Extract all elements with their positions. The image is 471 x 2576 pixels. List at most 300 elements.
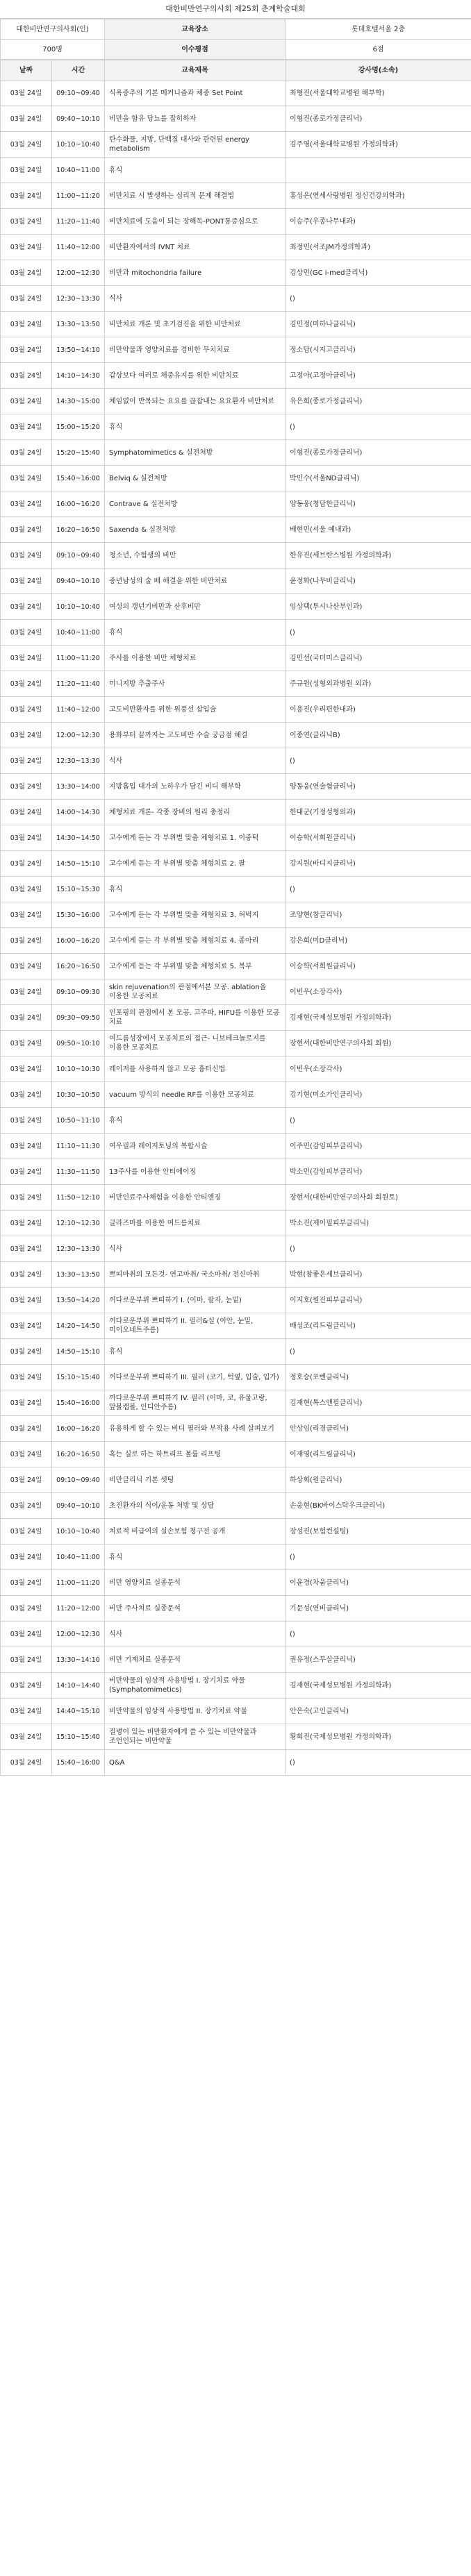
row-title: 미니지방 추출주사 xyxy=(105,671,286,697)
table-row xyxy=(1,183,471,209)
row-lecturer: () xyxy=(286,414,471,440)
row-title: 휴식 xyxy=(105,620,286,646)
table-row xyxy=(1,620,471,646)
row-date: 03월 24일 xyxy=(1,954,52,979)
row-lecturer: 안상임(리경클리닉) xyxy=(286,1416,471,1442)
row-title: 고수에게 듣는 각 부위별 맞춤 체형치료 3. 허벅지 xyxy=(105,902,286,928)
row-date: 03월 24일 xyxy=(1,697,52,723)
row-time: 11:00~11:20 xyxy=(52,183,105,209)
row-date: 03월 24일 xyxy=(1,1313,52,1339)
row-time: 13:50~14:10 xyxy=(52,337,105,363)
row-title: Symphatomimetics & 실전처방 xyxy=(105,440,286,466)
row-lecturer: 권유정(스무살클리닉) xyxy=(286,1647,471,1673)
row-title: 식사 xyxy=(105,286,286,312)
row-title: 비만약물의 임상적 사용방법 I. 장기치료 약물(Symphatomimetics) xyxy=(105,1673,286,1699)
row-title: 비만클리닉 기본 셋팅 xyxy=(105,1467,286,1493)
table-row xyxy=(1,1365,471,1390)
row-lecturer: 김민정(미하나클리닉) xyxy=(286,312,471,337)
table-row xyxy=(1,1262,471,1288)
row-title: Contrave & 실전처방 xyxy=(105,491,286,517)
table-row xyxy=(1,491,471,517)
row-date: 03월 24일 xyxy=(1,1544,52,1570)
row-time: 10:30~10:50 xyxy=(52,1082,105,1108)
table-row xyxy=(1,81,471,106)
info-row-2 xyxy=(1,40,471,60)
row-time: 15:10~15:40 xyxy=(52,1365,105,1390)
row-lecturer: () xyxy=(286,748,471,774)
row-time: 14:40~15:10 xyxy=(52,1699,105,1724)
table-row xyxy=(1,671,471,697)
table-row xyxy=(1,1673,471,1699)
row-date: 03월 24일 xyxy=(1,1673,52,1699)
row-date: 03월 24일 xyxy=(1,491,52,517)
table-row xyxy=(1,646,471,671)
row-date: 03월 24일 xyxy=(1,1519,52,1544)
row-title: Q&A xyxy=(105,1750,286,1776)
row-time: 13:30~14:10 xyxy=(52,1647,105,1673)
row-time: 11:30~11:50 xyxy=(52,1159,105,1185)
row-title: 중년남성의 술 배 해결을 위한 비만처료 xyxy=(105,569,286,594)
row-time: 09:40~10:10 xyxy=(52,1493,105,1519)
row-time: 16:20~16:50 xyxy=(52,1442,105,1467)
table-row xyxy=(1,1467,471,1493)
row-lecturer: 이형진(종로가정클리닉) xyxy=(286,440,471,466)
row-time: 15:40~16:00 xyxy=(52,466,105,491)
row-date: 03월 24일 xyxy=(1,569,52,594)
row-lecturer: 양동웅(청담한클리닉) xyxy=(286,491,471,517)
row-lecturer: 장성진(보험컨설팅) xyxy=(286,1519,471,1544)
row-date: 03월 24일 xyxy=(1,723,52,748)
row-date: 03월 24일 xyxy=(1,466,52,491)
credit-label: 이수평점 xyxy=(105,40,286,60)
row-lecturer: 장현서(대한비만연구의사회 회원) xyxy=(286,1031,471,1057)
row-title: 여성의 갱년기비만과 산후비만 xyxy=(105,594,286,620)
row-lecturer: 김민선(국더미스클리닉) xyxy=(286,646,471,671)
row-date: 03월 24일 xyxy=(1,748,52,774)
row-date: 03월 24일 xyxy=(1,1211,52,1236)
table-row xyxy=(1,748,471,774)
row-title: 고수에게 듣는 각 부위별 맞춤 체형치료 1. 이중턱 xyxy=(105,825,286,851)
row-title: 지방흡입 대가의 노하우가 담긴 비디 해부학 xyxy=(105,774,286,800)
info-table xyxy=(0,19,471,60)
row-title: Saxenda & 실전처방 xyxy=(105,517,286,543)
row-title: 비만치료에 도움이 되는 장해독-PONT통증심으로 xyxy=(105,209,286,235)
row-time: 11:40~12:00 xyxy=(52,235,105,260)
row-lecturer: 양동웅(연술협클리닉) xyxy=(286,774,471,800)
row-lecturer: 손웅현(BK바이스탁우크클리닉) xyxy=(286,1493,471,1519)
row-date: 03월 24일 xyxy=(1,1699,52,1724)
row-title: 갑상보다 여러로 체중유지를 위한 비만치료 xyxy=(105,363,286,389)
column-header-title: 교육제목 xyxy=(105,60,286,81)
row-time: 12:30~13:30 xyxy=(52,286,105,312)
attendees-value: 700명 xyxy=(1,40,105,60)
row-time: 15:40~16:00 xyxy=(52,1750,105,1776)
table-row xyxy=(1,209,471,235)
row-time: 15:40~16:00 xyxy=(52,1390,105,1416)
row-lecturer: 이용진(우리편한내과) xyxy=(286,697,471,723)
row-title: 꺼다로운부위 쁘띠하기 III. 필러 (코기, 턱옆, 입술, 입가) xyxy=(105,1365,286,1390)
table-row xyxy=(1,825,471,851)
table-row xyxy=(1,235,471,260)
row-time: 16:20~16:50 xyxy=(52,954,105,979)
table-row xyxy=(1,1031,471,1057)
row-date: 03월 24일 xyxy=(1,594,52,620)
row-lecturer: 박소진(제이필피부클리닉) xyxy=(286,1211,471,1236)
row-lecturer: 이빈우(소장각사) xyxy=(286,1057,471,1082)
row-time: 10:40~11:00 xyxy=(52,158,105,183)
table-row xyxy=(1,106,471,132)
row-title: 고도비만환자를 위한 위풍선 삽입술 xyxy=(105,697,286,723)
row-date: 03월 24일 xyxy=(1,825,52,851)
table-row xyxy=(1,389,471,414)
table-row xyxy=(1,1750,471,1776)
row-date: 03월 24일 xyxy=(1,1339,52,1365)
row-title: 주사를 이용한 비만 체형치료 xyxy=(105,646,286,671)
row-title: 비만약물과 영양치료를 겸비한 무치치료 xyxy=(105,337,286,363)
row-title: 고수에게 듣는 각 부위별 맞춤 체형치료 5. 복부 xyxy=(105,954,286,979)
table-row xyxy=(1,594,471,620)
row-date: 03월 24일 xyxy=(1,1159,52,1185)
row-lecturer: 배성조(리드림클리닉) xyxy=(286,1313,471,1339)
row-time: 12:00~12:30 xyxy=(52,723,105,748)
row-date: 03월 24일 xyxy=(1,620,52,646)
table-row xyxy=(1,1236,471,1262)
row-title: 여우필과 레이저토닝의 복합시술 xyxy=(105,1134,286,1159)
table-row xyxy=(1,1570,471,1596)
row-date: 03월 24일 xyxy=(1,1596,52,1622)
row-time: 12:00~12:30 xyxy=(52,260,105,286)
row-time: 15:00~15:20 xyxy=(52,414,105,440)
row-date: 03월 24일 xyxy=(1,1750,52,1776)
table-row xyxy=(1,1005,471,1031)
table-row xyxy=(1,440,471,466)
row-time: 11:50~12:10 xyxy=(52,1185,105,1211)
schedule-header-row xyxy=(1,60,471,81)
row-lecturer: 최정민(서조JM가정의학과) xyxy=(286,235,471,260)
row-time: 14:10~14:30 xyxy=(52,363,105,389)
row-time: 11:00~11:20 xyxy=(52,1570,105,1596)
row-time: 11:10~11:30 xyxy=(52,1134,105,1159)
row-lecturer: 김주영(서울대학교병원 가정의학과) xyxy=(286,132,471,158)
row-title: 여드름성장에서 모공치료의 접근- 니보테크놀로지를 이용한 모공치료 xyxy=(105,1031,286,1057)
table-row xyxy=(1,979,471,1005)
row-time: 13:30~13:50 xyxy=(52,312,105,337)
row-date: 03월 24일 xyxy=(1,312,52,337)
table-row xyxy=(1,1057,471,1082)
row-title: 식사 xyxy=(105,1236,286,1262)
row-title: 비만환자에서의 IVNT 치료 xyxy=(105,235,286,260)
row-date: 03월 24일 xyxy=(1,1185,52,1211)
row-lecturer: 이형진(종로가정클리닉) xyxy=(286,106,471,132)
table-row xyxy=(1,928,471,954)
table-row xyxy=(1,1288,471,1313)
row-lecturer: 김상민(GC i-med클리닉) xyxy=(286,260,471,286)
row-lecturer: 김재현(국제성모병원 가정의학과) xyxy=(286,1005,471,1031)
row-time: 09:30~09:50 xyxy=(52,1005,105,1031)
row-title: 꺼다로운부위 쁘띠하기 II. 필러&실 (이안, 눈밑, 미이오네트주름) xyxy=(105,1313,286,1339)
table-row xyxy=(1,1185,471,1211)
table-row xyxy=(1,1647,471,1673)
table-row xyxy=(1,774,471,800)
row-date: 03월 24일 xyxy=(1,1467,52,1493)
row-date: 03월 24일 xyxy=(1,1442,52,1467)
row-date: 03월 24일 xyxy=(1,902,52,928)
row-title: 쁘띠마취의 모든것- 연고마취/ 국소마취/ 전신마취 xyxy=(105,1262,286,1288)
row-lecturer: 이윤경(차움클리닉) xyxy=(286,1570,471,1596)
row-lecturer: 한대군(기정성형외과) xyxy=(286,800,471,825)
row-date: 03월 24일 xyxy=(1,646,52,671)
table-row xyxy=(1,723,471,748)
row-lecturer: 주규원(성형외과병원 외과) xyxy=(286,671,471,697)
row-time: 14:30~15:00 xyxy=(52,389,105,414)
row-lecturer: 이지호(원진피부클리닉) xyxy=(286,1288,471,1313)
row-date: 03월 24일 xyxy=(1,1057,52,1082)
row-title: 까다로운부위 쁘띠하기 IV. 필러 (이마, 코, 유물고랑, 앞볼캡볼, 인디안주름) xyxy=(105,1390,286,1416)
row-time: 14:00~14:30 xyxy=(52,800,105,825)
row-date: 03월 24일 xyxy=(1,81,52,106)
row-lecturer: () xyxy=(286,620,471,646)
row-time: 11:20~11:40 xyxy=(52,209,105,235)
row-lecturer: 조양현(참클리닉) xyxy=(286,902,471,928)
row-date: 03월 24일 xyxy=(1,132,52,158)
row-lecturer: 안은숙(고인클리닉) xyxy=(286,1699,471,1724)
table-row xyxy=(1,569,471,594)
row-time: 12:30~13:30 xyxy=(52,1236,105,1262)
table-row xyxy=(1,954,471,979)
row-time: 09:10~09:40 xyxy=(52,543,105,569)
row-title: 레이저를 사용하지 않고 모공 흉터신법 xyxy=(105,1057,286,1082)
row-lecturer: 장현서(대한비만연구의사회 회원토) xyxy=(286,1185,471,1211)
row-date: 03월 24일 xyxy=(1,1570,52,1596)
row-title: 식사 xyxy=(105,1622,286,1647)
row-time: 10:50~11:10 xyxy=(52,1108,105,1134)
table-row xyxy=(1,517,471,543)
row-title: 유용하게 할 수 있는 비디 필러와 부작용 사례 살펴보기 xyxy=(105,1416,286,1442)
row-title: 치료적 비급여의 실손보험 청구전 공개 xyxy=(105,1519,286,1544)
schedule-table xyxy=(0,60,471,1776)
row-time: 13:50~14:20 xyxy=(52,1288,105,1313)
row-title: 비만 주사치료 실종문석 xyxy=(105,1596,286,1622)
row-time: 10:10~10:40 xyxy=(52,594,105,620)
row-time: 10:40~11:00 xyxy=(52,1544,105,1570)
table-row xyxy=(1,1159,471,1185)
table-row xyxy=(1,1622,471,1647)
table-row xyxy=(1,1082,471,1108)
row-time: 09:40~10:10 xyxy=(52,569,105,594)
row-date: 03월 24일 xyxy=(1,1724,52,1750)
row-lecturer: () xyxy=(286,1622,471,1647)
row-title: 질병이 있는 비만환자에게 쓸 수 있는 비만약물과 조언인되는 비만약물 xyxy=(105,1724,286,1750)
row-date: 03월 24일 xyxy=(1,1493,52,1519)
row-lecturer: 박소민(감임피부클리닉) xyxy=(286,1159,471,1185)
row-title: 클라즈마를 이용한 여드름치료 xyxy=(105,1211,286,1236)
row-lecturer: 박민수(서울ND클리닉) xyxy=(286,466,471,491)
row-title: 비만인료주사체험을 이용한 안티엔징 xyxy=(105,1185,286,1211)
row-time: 15:20~15:40 xyxy=(52,440,105,466)
row-date: 03월 24일 xyxy=(1,183,52,209)
row-time: 14:50~15:10 xyxy=(52,851,105,877)
row-date: 03월 24일 xyxy=(1,1416,52,1442)
row-date: 03월 24일 xyxy=(1,1108,52,1134)
row-lecturer: 기문성(연비클리닉) xyxy=(286,1596,471,1622)
row-lecturer: 이재영(리드림클리닉) xyxy=(286,1442,471,1467)
row-date: 03월 24일 xyxy=(1,209,52,235)
credit-value: 6점 xyxy=(286,40,471,60)
row-title: 용화부터 끝까지는 고도비만 수술 궁금점 해결 xyxy=(105,723,286,748)
row-title: 비만치료 시 발생하는 심리적 문제 해결법 xyxy=(105,183,286,209)
row-time: 16:00~16:20 xyxy=(52,491,105,517)
row-lecturer: 최형진(서울대학교병원 해부학) xyxy=(286,81,471,106)
table-row xyxy=(1,877,471,902)
row-title: Belviq & 실전처방 xyxy=(105,466,286,491)
row-time: 14:10~14:40 xyxy=(52,1673,105,1699)
row-lecturer: 윤정화(나무비클리닉) xyxy=(286,569,471,594)
table-row xyxy=(1,1699,471,1724)
row-lecturer: () xyxy=(286,1750,471,1776)
row-date: 03월 24일 xyxy=(1,517,52,543)
row-title: 탄수화물, 지방, 단백질 대사와 관련된 energy metabolism xyxy=(105,132,286,158)
row-title: 혹는 실로 하는 하트리프 볼륨 리프팅 xyxy=(105,1442,286,1467)
table-row xyxy=(1,1596,471,1622)
table-row xyxy=(1,1134,471,1159)
table-row xyxy=(1,337,471,363)
row-date: 03월 24일 xyxy=(1,158,52,183)
row-time: 11:00~11:20 xyxy=(52,646,105,671)
row-time: 10:10~10:40 xyxy=(52,132,105,158)
row-time: 12:10~12:30 xyxy=(52,1211,105,1236)
row-lecturer: 김기현(미소가인클리닉) xyxy=(286,1082,471,1108)
table-row xyxy=(1,1211,471,1236)
table-row xyxy=(1,1724,471,1750)
table-row xyxy=(1,260,471,286)
row-title: 꺼다로운부위 쁘띠하기 I. (이마, 팔자, 눈밑) xyxy=(105,1288,286,1313)
row-date: 03월 24일 xyxy=(1,337,52,363)
row-lecturer: 정소담(시지고클리닉) xyxy=(286,337,471,363)
table-row xyxy=(1,158,471,183)
row-date: 03월 24일 xyxy=(1,260,52,286)
row-lecturer: 이주민(감임피부클리닉) xyxy=(286,1134,471,1159)
info-row-1 xyxy=(1,19,471,40)
table-row xyxy=(1,697,471,723)
row-lecturer: 홍성은(연세사랑병원 정신건강의학과) xyxy=(286,183,471,209)
row-title: 비만 영양치료 실종문석 xyxy=(105,1570,286,1596)
row-title: 고수에게 듣는 각 부위별 맞춤 체형치료 4. 종아리 xyxy=(105,928,286,954)
row-time: 15:30~16:00 xyxy=(52,902,105,928)
table-row xyxy=(1,800,471,825)
table-row xyxy=(1,543,471,569)
row-lecturer: () xyxy=(286,877,471,902)
table-row xyxy=(1,286,471,312)
table-row xyxy=(1,1108,471,1134)
row-time: 11:20~11:40 xyxy=(52,671,105,697)
row-lecturer: 이빈우(소장각사) xyxy=(286,979,471,1005)
table-row xyxy=(1,1416,471,1442)
row-lecturer: () xyxy=(286,1339,471,1365)
row-date: 03월 24일 xyxy=(1,414,52,440)
row-time: 09:10~09:40 xyxy=(52,1467,105,1493)
row-title: 인포핑의 관점에서 본 모공. 고주파, HIFU를 이용한 모공 치료 xyxy=(105,1005,286,1031)
row-lecturer: 강지원(바디지클리닉) xyxy=(286,851,471,877)
row-title: vacuum 방식의 needle RF를 이용한 모공치료 xyxy=(105,1082,286,1108)
row-date: 03월 24일 xyxy=(1,851,52,877)
venue-value: 롯데호텔서울 2층 xyxy=(286,19,471,40)
document-title: 대한비만연구의사회 제25회 춘계학술대회 xyxy=(0,0,471,19)
row-time: 12:00~12:30 xyxy=(52,1622,105,1647)
row-title: 청소년, 수험생의 비만 xyxy=(105,543,286,569)
column-header-date: 날짜 xyxy=(1,60,52,81)
table-row xyxy=(1,1519,471,1544)
row-title: 휴식 xyxy=(105,1108,286,1134)
row-lecturer: 이승학(서희원클리닉) xyxy=(286,954,471,979)
table-row xyxy=(1,851,471,877)
row-time: 15:10~15:30 xyxy=(52,877,105,902)
row-title: 체임없이 반복되는 요요를 끊잡내는 요요환자 비만처료 xyxy=(105,389,286,414)
table-row xyxy=(1,363,471,389)
row-date: 03월 24일 xyxy=(1,671,52,697)
row-title: 초진환자의 식이/운동 처방 및 상담 xyxy=(105,1493,286,1519)
row-lecturer: 김재현(국제성모병원 가정의학과) xyxy=(286,1673,471,1699)
row-lecturer: 한유진(세브란스병원 가정의학과) xyxy=(286,543,471,569)
table-row xyxy=(1,312,471,337)
row-lecturer: 강은희(미D클리닉) xyxy=(286,928,471,954)
row-title: 식욕중추의 기본 메커니즘과 체중 Set Point xyxy=(105,81,286,106)
row-date: 03월 24일 xyxy=(1,543,52,569)
schedule-body xyxy=(1,81,471,1776)
row-lecturer xyxy=(286,158,471,183)
row-title: 비만약물의 임상적 사용방법 II. 장기치료 약물 xyxy=(105,1699,286,1724)
row-time: 14:20~14:50 xyxy=(52,1313,105,1339)
row-lecturer: () xyxy=(286,286,471,312)
row-lecturer: 하상희(원클리닉) xyxy=(286,1467,471,1493)
row-date: 03월 24일 xyxy=(1,389,52,414)
row-time: 12:30~13:30 xyxy=(52,748,105,774)
row-title: 휴식 xyxy=(105,877,286,902)
table-row xyxy=(1,132,471,158)
row-date: 03월 24일 xyxy=(1,1288,52,1313)
column-header-time: 시간 xyxy=(52,60,105,81)
table-row xyxy=(1,902,471,928)
row-date: 03월 24일 xyxy=(1,1005,52,1031)
row-date: 03월 24일 xyxy=(1,1031,52,1057)
row-time: 11:20~12:00 xyxy=(52,1596,105,1622)
row-lecturer: () xyxy=(286,1544,471,1570)
row-title: 휴식 xyxy=(105,1339,286,1365)
row-title: 체형치료 개론- 각종 장비의 원리 총정리 xyxy=(105,800,286,825)
row-date: 03월 24일 xyxy=(1,1390,52,1416)
row-date: 03월 24일 xyxy=(1,1082,52,1108)
row-time: 09:50~10:10 xyxy=(52,1031,105,1057)
row-time: 10:10~10:40 xyxy=(52,1519,105,1544)
row-title: 식사 xyxy=(105,748,286,774)
table-row xyxy=(1,1390,471,1416)
row-title: 비만과 mitochondria failure xyxy=(105,260,286,286)
row-time: 13:30~13:50 xyxy=(52,1262,105,1288)
row-date: 03월 24일 xyxy=(1,1622,52,1647)
row-date: 03월 24일 xyxy=(1,363,52,389)
row-title: 고수에게 듣는 각 부위별 맞춤 체형치료 2. 팔 xyxy=(105,851,286,877)
row-title: 13주사를 이용한 안티에이징 xyxy=(105,1159,286,1185)
row-time: 14:50~15:10 xyxy=(52,1339,105,1365)
row-date: 03월 24일 xyxy=(1,106,52,132)
table-row xyxy=(1,1339,471,1365)
table-row xyxy=(1,1493,471,1519)
row-date: 03월 24일 xyxy=(1,800,52,825)
row-lecturer: 정호승(포벤클리닉) xyxy=(286,1365,471,1390)
table-row xyxy=(1,1544,471,1570)
row-time: 13:30~14:00 xyxy=(52,774,105,800)
venue-label: 교육장소 xyxy=(105,19,286,40)
row-lecturer: 박현(참좋은세브클리닉) xyxy=(286,1262,471,1288)
